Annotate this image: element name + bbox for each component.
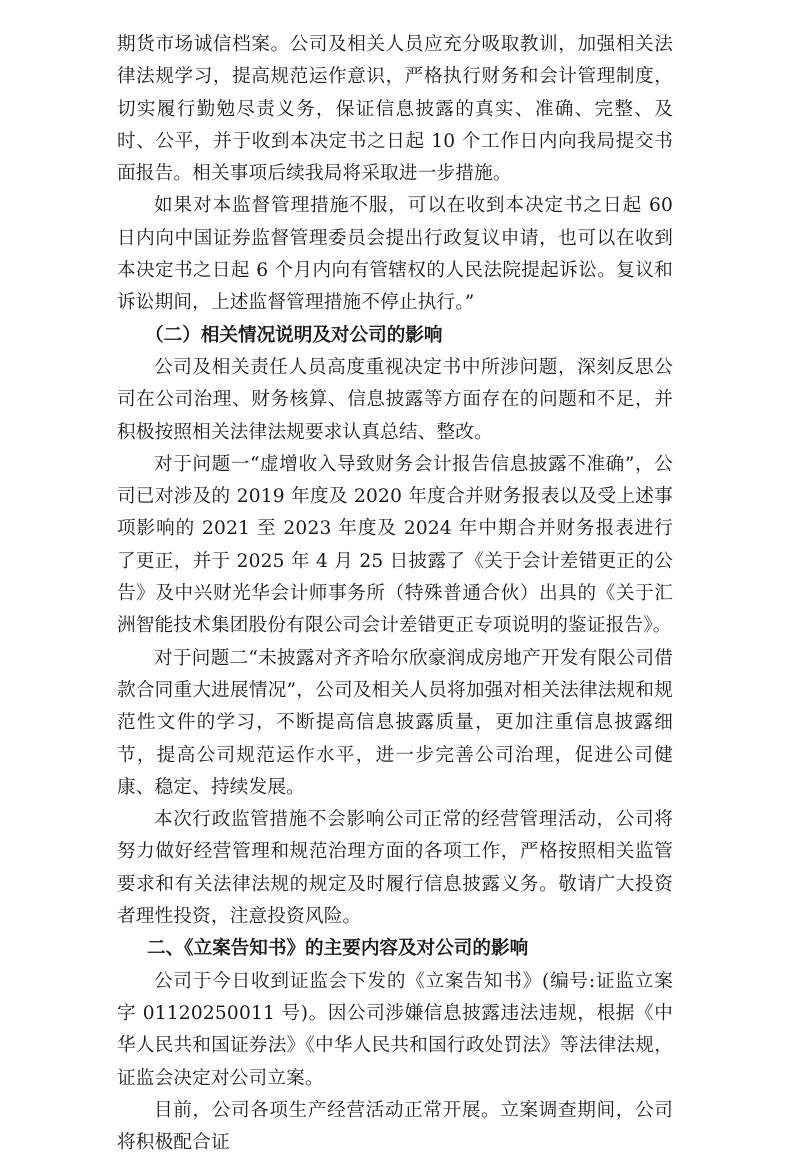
paragraph-appeal-rights: 如果对本监督管理措施不服，可以在收到本决定书之日起 60 日内向中国证券监督管理委员会提出行政复议申请，也可以在收到本决定书之日起 6 个月内向有管辖权的人民法院提起诉讼。复议和诉讼期间，上述监督管理措施不停止执行。” <box>117 195 673 314</box>
paragraph-no-impact: 本次行政监管措施不会影响公司正常的经营管理活动，公司将努力做好经营管理和规范治理方面的各项工作，严格按照相关监管要求和有关法律法规的规定及时履行信息披露义务。敬请广大投资者理性投资，注意投资风险。 <box>117 809 673 928</box>
paragraph-issue-two: 对于问题二“未披露对齐齐哈尔欣豪润成房地产开发有限公司借款合同重大进展情况”，公司及相关人员将加强对相关法律法规和规范性文件的学习，不断提高信息披露质量，更加注重信息披露细节，提高公司规范运作水平，进一步完善公司治理，促进公司健康、稳定、持续发展。 <box>117 647 673 798</box>
paragraph-rectification: 公司及相关责任人员高度重视决定书中所涉问题，深刻反思公司在公司治理、财务核算、信息披露等方面存在的问题和不足，并积极按照相关法律法规要求认真总结、整改。 <box>117 356 673 443</box>
document-page <box>117 29 673 1159</box>
section-heading-filing-notice: 二、《立案告知书》的主要内容及对公司的影响 <box>147 938 529 960</box>
paragraph-credit-record: 期货市场诚信档案。公司及相关人员应充分吸取教训，加强相关法律法规学习，提高规范运作意识，严格执行财务和会计管理制度，切实履行勤勉尽责义务，保证信息披露的真实、准确、完整、及时、公平，并于收到本决定书之日起 10 个工作日内向我局提交书面报告。相关事项后续我局将采取进一步措施。 <box>117 34 673 185</box>
paragraph-issue-one: 对于问题一“虚增收入导致财务会计报告信息披露不准确”，公司已对涉及的 2019 年度及 2020 年度合并财务报表以及受上述事项影响的 2021 至 2023 年度及 2024 年中期合并财务报表进行了更正，并于 2025 年 4 月 25 日披露了《关于会计差错更正的公告》及中兴财光华会计师事务所（特殊普通合伙）出具的《关于汇洲智能技术集团股份有限公司会计差错更正专项说明的鉴证报告》。 <box>117 453 673 637</box>
paragraph-operations: 目前，公司各项生产经营活动正常开展。立案调查期间，公司将积极配合证 <box>117 1099 673 1154</box>
section-heading-explanation: （二）相关情况说明及对公司的影响 <box>145 324 443 346</box>
paragraph-filing-notice: 公司于今日收到证监会下发的《立案告知书》(编号:证监立案字 01120250011 号)。因公司涉嫌信息披露违法违规，根据《中华人民共和国证券法》《中华人民共和国行政处罚法》等法律法规，证监会决定对公司立案。 <box>117 970 673 1089</box>
